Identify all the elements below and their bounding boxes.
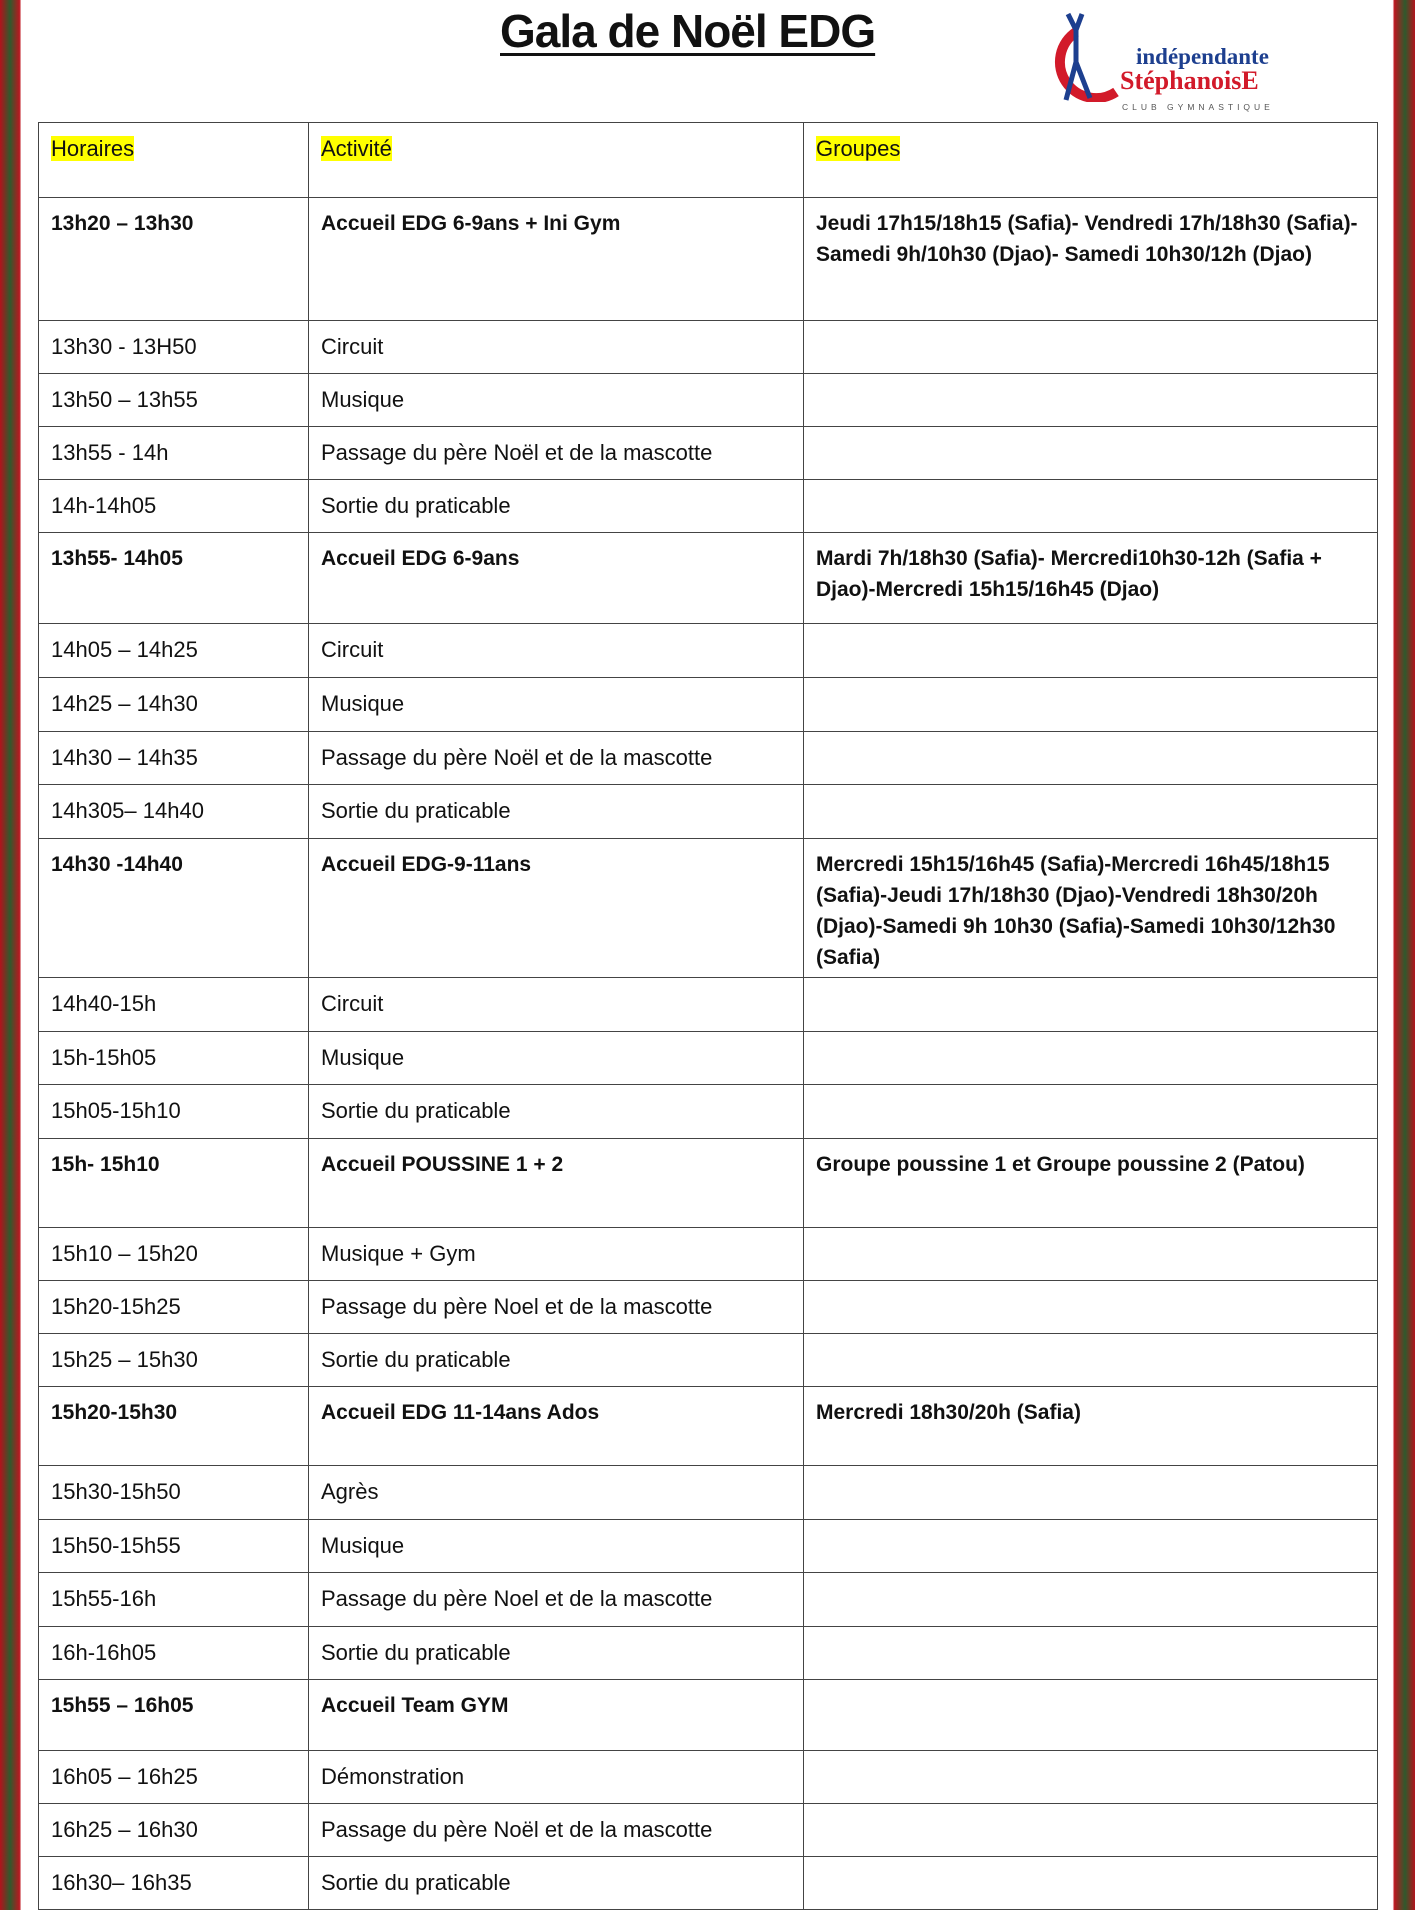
time-cell: 14h25 – 14h30	[39, 678, 309, 732]
activity-cell: Accueil POUSSINE 1 + 2	[309, 1139, 804, 1228]
time-cell: 15h20-15h25	[39, 1281, 309, 1334]
table-row	[39, 1334, 1378, 1387]
activity-cell: Musique	[309, 678, 804, 732]
activity-cell: Passage du père Noël et de la mascotte	[309, 732, 804, 785]
groups-cell	[804, 427, 1378, 480]
time-cell: 15h10 – 15h20	[39, 1228, 309, 1281]
groups-cell	[804, 678, 1378, 732]
time-cell: 16h25 – 16h30	[39, 1804, 309, 1857]
table-row	[39, 1857, 1378, 1910]
activity-cell: Passage du père Noël et de la mascotte	[309, 1804, 804, 1857]
page-title: Gala de Noël EDG	[500, 5, 876, 57]
table-row	[39, 321, 1378, 374]
schedule-table	[38, 122, 1378, 1910]
time-cell: 15h50-15h55	[39, 1520, 309, 1573]
time-cell: 16h05 – 16h25	[39, 1751, 309, 1804]
groups-cell	[804, 1751, 1378, 1804]
time-cell: 15h25 – 15h30	[39, 1334, 309, 1387]
activity-cell: Sortie du praticable	[309, 480, 804, 533]
activity-cell: Passage du père Noel et de la mascotte	[309, 1281, 804, 1334]
activity-cell: Musique	[309, 1032, 804, 1085]
time-cell: 13h50 – 13h55	[39, 374, 309, 427]
groups-cell	[804, 624, 1378, 678]
groups-cell	[804, 480, 1378, 533]
groups-cell	[804, 1804, 1378, 1857]
table-row	[39, 1466, 1378, 1520]
header-activite	[309, 123, 804, 198]
time-cell: 15h55 – 16h05	[39, 1680, 309, 1751]
activity-cell: Accueil EDG-9-11ans	[309, 839, 804, 978]
table-row	[39, 1228, 1378, 1281]
time-cell: 15h55-16h	[39, 1573, 309, 1627]
time-cell: 16h-16h05	[39, 1627, 309, 1680]
time-cell: 14h30 – 14h35	[39, 732, 309, 785]
groups-cell	[804, 1466, 1378, 1520]
groups-cell	[804, 321, 1378, 374]
table-row	[39, 1387, 1378, 1466]
groups-cell	[804, 1228, 1378, 1281]
table-row	[39, 198, 1378, 321]
groups-cell	[804, 1032, 1378, 1085]
table-row	[39, 1281, 1378, 1334]
logo-line-3: CLUB GYMNASTIQUE	[1122, 102, 1274, 112]
logo-line-1: indépendante	[1136, 44, 1269, 69]
time-cell: 16h30– 16h35	[39, 1857, 309, 1910]
groups-cell	[804, 1281, 1378, 1334]
table-row	[39, 1680, 1378, 1751]
groups-cell: Mardi 7h/18h30 (Safia)- Mercredi10h30-12h (Safia + Djao)-Mercredi 15h15/16h45 (Djao)	[804, 533, 1378, 624]
table-row	[39, 1751, 1378, 1804]
activity-cell: Musique	[309, 374, 804, 427]
table-row	[39, 1627, 1378, 1680]
time-cell: 13h20 – 13h30	[39, 198, 309, 321]
activity-cell: Sortie du praticable	[309, 1334, 804, 1387]
time-cell: 15h20-15h30	[39, 1387, 309, 1466]
activity-cell: Circuit	[309, 321, 804, 374]
groups-cell	[804, 978, 1378, 1032]
activity-cell: Sortie du praticable	[309, 1857, 804, 1910]
table-row	[39, 1573, 1378, 1627]
time-cell: 14h305– 14h40	[39, 785, 309, 839]
activity-cell: Sortie du praticable	[309, 785, 804, 839]
table-row	[39, 732, 1378, 785]
activity-cell: Accueil Team GYM	[309, 1680, 804, 1751]
groups-cell	[804, 1680, 1378, 1751]
groups-cell: Groupe poussine 1 et Groupe poussine 2 (Patou)	[804, 1139, 1378, 1228]
groups-cell	[804, 732, 1378, 785]
table-row	[39, 480, 1378, 533]
time-cell: 15h30-15h50	[39, 1466, 309, 1520]
groups-cell	[804, 1573, 1378, 1627]
activity-cell: Circuit	[309, 624, 804, 678]
groups-cell	[804, 1334, 1378, 1387]
time-cell: 15h- 15h10	[39, 1139, 309, 1228]
activity-cell: Démonstration	[309, 1751, 804, 1804]
activity-cell: Accueil EDG 6-9ans + Ini Gym	[309, 198, 804, 321]
activity-cell: Passage du père Noel et de la mascotte	[309, 1573, 804, 1627]
table-row	[39, 1085, 1378, 1139]
groups-cell: Mercredi 18h30/20h (Safia)	[804, 1387, 1378, 1466]
club-logo	[1040, 8, 1320, 118]
activity-cell: Passage du père Noël et de la mascotte	[309, 427, 804, 480]
table-row	[39, 624, 1378, 678]
activity-cell: Accueil EDG 6-9ans	[309, 533, 804, 624]
time-cell: 13h55- 14h05	[39, 533, 309, 624]
table-row	[39, 1032, 1378, 1085]
time-cell: 13h30 - 13H50	[39, 321, 309, 374]
table-row	[39, 374, 1378, 427]
header-label: Horaires	[51, 136, 135, 161]
groups-cell	[804, 1627, 1378, 1680]
table-row	[39, 839, 1378, 978]
header-groupes	[804, 123, 1378, 198]
activity-cell: Agrès	[309, 1466, 804, 1520]
header-horaires	[39, 123, 309, 198]
activity-cell: Accueil EDG 11-14ans Ados	[309, 1387, 804, 1466]
gymnast-logo-icon	[1046, 12, 1126, 102]
activity-cell: Musique	[309, 1520, 804, 1573]
table-row	[39, 533, 1378, 624]
time-cell: 14h05 – 14h25	[39, 624, 309, 678]
table-row	[39, 1520, 1378, 1573]
table-row	[39, 678, 1378, 732]
table-row	[39, 1139, 1378, 1228]
time-cell: 15h05-15h10	[39, 1085, 309, 1139]
groups-cell: Mercredi 15h15/16h45 (Safia)-Mercredi 16h45/18h15 (Safia)-Jeudi 17h/18h30 (Djao)-Vendredi 18h30/20h (Djao)-Samedi 9h 10h30 (Safia)-Samedi 10h30/12h30 (Safia)	[804, 839, 1378, 978]
groups-cell	[804, 1085, 1378, 1139]
table-row	[39, 978, 1378, 1032]
activity-cell: Sortie du praticable	[309, 1085, 804, 1139]
groups-cell	[804, 1857, 1378, 1910]
activity-cell: Sortie du praticable	[309, 1627, 804, 1680]
table-row	[39, 427, 1378, 480]
activity-cell: Musique + Gym	[309, 1228, 804, 1281]
table-header-row	[39, 123, 1378, 198]
header-label: Activité	[321, 136, 392, 161]
groups-cell	[804, 785, 1378, 839]
time-cell: 15h-15h05	[39, 1032, 309, 1085]
logo-line-2: StéphanoisE	[1120, 66, 1259, 95]
table-row	[39, 785, 1378, 839]
groups-cell	[804, 1520, 1378, 1573]
groups-cell	[804, 374, 1378, 427]
table-row	[39, 1804, 1378, 1857]
time-cell: 14h30 -14h40	[39, 839, 309, 978]
groups-cell: Jeudi 17h15/18h15 (Safia)- Vendredi 17h/18h30 (Safia)- Samedi 9h/10h30 (Djao)- Samedi 10h30/12h (Djao)	[804, 198, 1378, 321]
header-label: Groupes	[816, 136, 901, 161]
time-cell: 14h-14h05	[39, 480, 309, 533]
time-cell: 14h40-15h	[39, 978, 309, 1032]
activity-cell: Circuit	[309, 978, 804, 1032]
time-cell: 13h55 - 14h	[39, 427, 309, 480]
